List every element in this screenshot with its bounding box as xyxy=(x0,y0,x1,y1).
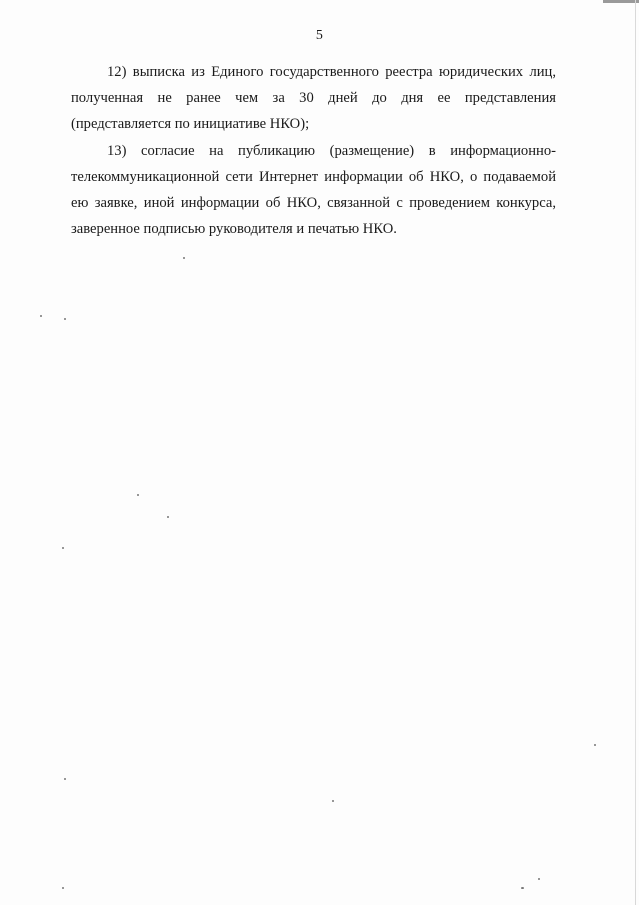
document-body xyxy=(71,59,556,242)
scan-speck xyxy=(137,494,139,496)
scan-speck xyxy=(183,257,185,259)
list-item-13-line-4: заверенное подписью руководителя и печатью НКО. xyxy=(71,221,397,238)
list-item-13 xyxy=(71,138,556,243)
scan-speck xyxy=(594,744,596,746)
scan-speck xyxy=(62,547,64,549)
list-item-13-line-3: ею заявке, иной информации об НКО, связанной с проведением конкурса, xyxy=(71,195,556,212)
scan-speck xyxy=(167,516,169,518)
scan-speck xyxy=(538,878,540,880)
list-item-12-line-2: полученная не ранее чем за 30 дней до дня ее представления xyxy=(71,90,556,107)
scan-speck xyxy=(332,800,334,802)
scan-edge-line xyxy=(635,0,636,905)
scan-speck xyxy=(64,318,66,320)
list-item-12 xyxy=(71,59,556,138)
scan-corner-mark xyxy=(603,0,639,3)
list-item-13-line-1: 13) согласие на публикацию (размещение) в информационно- xyxy=(107,142,556,159)
scan-speck xyxy=(40,315,42,317)
page-number: 5 xyxy=(315,28,324,43)
scan-speck xyxy=(64,778,66,780)
scan-speck xyxy=(521,887,524,889)
list-item-12-line-1: 12) выписка из Единого государственного реестра юридических лиц, xyxy=(107,64,556,80)
list-item-13-line-2: телекоммуникационной сети Интернет информации об НКО, о подаваемой xyxy=(71,168,556,185)
scan-speck xyxy=(62,887,64,889)
list-item-12-line-3: (представляется по инициативе НКО); xyxy=(71,116,310,133)
